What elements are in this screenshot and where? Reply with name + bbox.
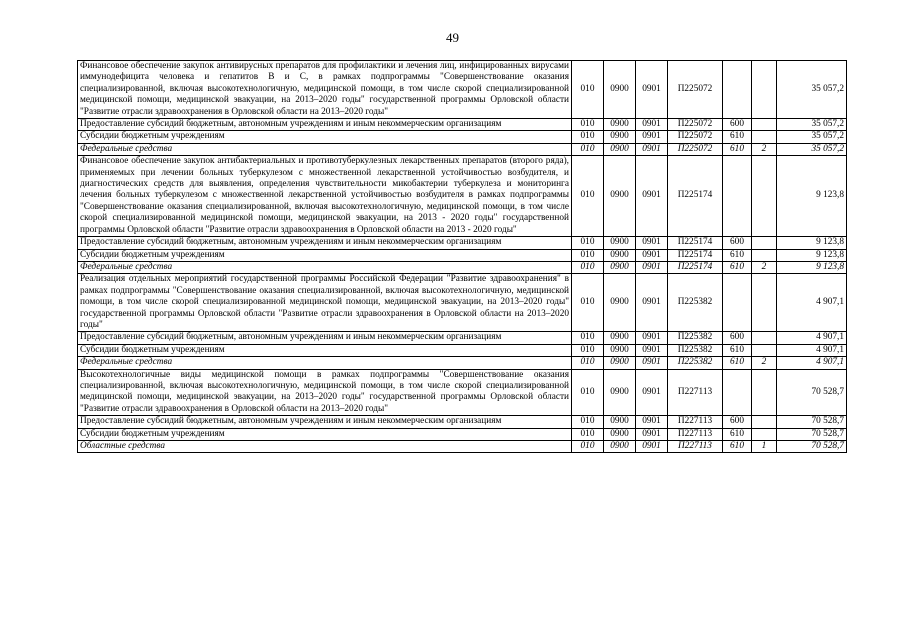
expense-type-cell: 600 bbox=[723, 237, 752, 249]
subsection-code-cell: 0901 bbox=[636, 249, 668, 261]
grbs-code-cell: 010 bbox=[572, 332, 604, 344]
section-code-cell: 0900 bbox=[604, 237, 636, 249]
funding-source-cell: 2 bbox=[752, 143, 777, 155]
amount-cell: 70 528,7 bbox=[777, 369, 847, 416]
section-code-cell: 0900 bbox=[604, 416, 636, 428]
target-article-cell: П225072 bbox=[668, 143, 723, 155]
grbs-code-cell: 010 bbox=[572, 237, 604, 249]
amount-cell: 70 528,7 bbox=[777, 441, 847, 453]
grbs-code-cell: 010 bbox=[572, 416, 604, 428]
funding-source-cell bbox=[752, 369, 777, 416]
table-row bbox=[78, 237, 847, 249]
expense-type-cell: 610 bbox=[723, 261, 752, 273]
funding-source-cell bbox=[752, 274, 777, 332]
expense-type-cell: 610 bbox=[723, 131, 752, 143]
table-row bbox=[78, 416, 847, 428]
table-row bbox=[78, 428, 847, 440]
target-article-cell: П225382 bbox=[668, 274, 723, 332]
table-row bbox=[78, 357, 847, 369]
budget-table bbox=[77, 60, 847, 453]
section-code-cell: 0900 bbox=[604, 344, 636, 356]
funding-source-cell bbox=[752, 237, 777, 249]
description-cell: Субсидии бюджетным учреждениям bbox=[78, 428, 572, 440]
expense-type-cell bbox=[723, 369, 752, 416]
amount-cell: 4 907,1 bbox=[777, 332, 847, 344]
funding-source-cell bbox=[752, 428, 777, 440]
expense-type-cell: 600 bbox=[723, 332, 752, 344]
table-row bbox=[78, 369, 847, 416]
grbs-code-cell: 010 bbox=[572, 143, 604, 155]
description-cell: Федеральные средства bbox=[78, 357, 572, 369]
amount-cell: 9 123,8 bbox=[777, 261, 847, 273]
amount-cell: 9 123,8 bbox=[777, 249, 847, 261]
expense-type-cell: 610 bbox=[723, 344, 752, 356]
target-article-cell: П225174 bbox=[668, 156, 723, 237]
expense-type-cell: 610 bbox=[723, 441, 752, 453]
funding-source-cell bbox=[752, 249, 777, 261]
table-row bbox=[78, 249, 847, 261]
subsection-code-cell: 0901 bbox=[636, 156, 668, 237]
target-article-cell: П227113 bbox=[668, 441, 723, 453]
subsection-code-cell: 0901 bbox=[636, 119, 668, 131]
page-number: 49 bbox=[446, 30, 459, 45]
funding-source-cell bbox=[752, 156, 777, 237]
grbs-code-cell: 010 bbox=[572, 441, 604, 453]
amount-cell: 70 528,7 bbox=[777, 416, 847, 428]
table-row bbox=[78, 131, 847, 143]
subsection-code-cell: 0901 bbox=[636, 274, 668, 332]
description-cell: Финансовое обеспечение закупок антивирусных препаратов для профилактики и лечения лиц, инфицированных вирусами иммунодефицита человека и гепатитов В и С, в рамках подпрограммы "Совершенствование оказания специализированной, включая высокотехнологичную, медицинской помощи, в том числе скорой специализированной медицинской помощи, медицинской эвакуации, на 2013–2020 годы" государственной программы Орловской области "Развитие отрасли здравоохранения в Орловской области на 2013–2020 годы" bbox=[78, 61, 572, 119]
table-row bbox=[78, 119, 847, 131]
subsection-code-cell: 0901 bbox=[636, 357, 668, 369]
funding-source-cell: 1 bbox=[752, 441, 777, 453]
amount-cell: 9 123,8 bbox=[777, 237, 847, 249]
grbs-code-cell: 010 bbox=[572, 156, 604, 237]
section-code-cell: 0900 bbox=[604, 143, 636, 155]
table-row bbox=[78, 61, 847, 119]
target-article-cell: П225174 bbox=[668, 261, 723, 273]
subsection-code-cell: 0901 bbox=[636, 441, 668, 453]
subsection-code-cell: 0901 bbox=[636, 332, 668, 344]
description-cell: Предоставление субсидий бюджетным, автономным учреждениям и иным некоммерческим организациям bbox=[78, 332, 572, 344]
target-article-cell: П225072 bbox=[668, 131, 723, 143]
description-cell: Федеральные средства bbox=[78, 261, 572, 273]
section-code-cell: 0900 bbox=[604, 274, 636, 332]
grbs-code-cell: 010 bbox=[572, 357, 604, 369]
table-row bbox=[78, 156, 847, 237]
section-code-cell: 0900 bbox=[604, 131, 636, 143]
amount-cell: 9 123,8 bbox=[777, 156, 847, 237]
description-cell: Предоставление субсидий бюджетным, автономным учреждениям и иным некоммерческим организациям bbox=[78, 237, 572, 249]
table-row bbox=[78, 143, 847, 155]
description-cell: Предоставление субсидий бюджетным, автономным учреждениям и иным некоммерческим организациям bbox=[78, 416, 572, 428]
expense-type-cell: 610 bbox=[723, 428, 752, 440]
funding-source-cell bbox=[752, 344, 777, 356]
section-code-cell: 0900 bbox=[604, 441, 636, 453]
expense-type-cell bbox=[723, 274, 752, 332]
expense-type-cell: 600 bbox=[723, 119, 752, 131]
subsection-code-cell: 0901 bbox=[636, 344, 668, 356]
funding-source-cell bbox=[752, 131, 777, 143]
section-code-cell: 0900 bbox=[604, 428, 636, 440]
target-article-cell: П225382 bbox=[668, 357, 723, 369]
target-article-cell: П227113 bbox=[668, 428, 723, 440]
description-cell: Субсидии бюджетным учреждениям bbox=[78, 344, 572, 356]
section-code-cell: 0900 bbox=[604, 156, 636, 237]
description-cell: Реализация отдельных мероприятий государственной программы Российской Федерации "Развитие здравоохранения" в рамках подпрограммы "Совершенствование оказания специализированной, включая высокотехнологичную, медицинской помощи, в том числе скорой специализированной медицинской помощи, медицинской эвакуации, на 2013–2020 годы" государственной программы Орловской области "Развитие отрасли здравоохранения в Орловской области на 2013–2020 годы" bbox=[78, 274, 572, 332]
target-article-cell: П225174 bbox=[668, 237, 723, 249]
subsection-code-cell: 0901 bbox=[636, 131, 668, 143]
target-article-cell: П227113 bbox=[668, 369, 723, 416]
subsection-code-cell: 0901 bbox=[636, 61, 668, 119]
funding-source-cell bbox=[752, 332, 777, 344]
table-row bbox=[78, 344, 847, 356]
section-code-cell: 0900 bbox=[604, 369, 636, 416]
target-article-cell: П225382 bbox=[668, 344, 723, 356]
target-article-cell: П227113 bbox=[668, 416, 723, 428]
funding-source-cell bbox=[752, 119, 777, 131]
description-cell: Субсидии бюджетным учреждениям bbox=[78, 249, 572, 261]
table-row bbox=[78, 441, 847, 453]
section-code-cell: 0900 bbox=[604, 61, 636, 119]
grbs-code-cell: 010 bbox=[572, 344, 604, 356]
expense-type-cell bbox=[723, 156, 752, 237]
grbs-code-cell: 010 bbox=[572, 249, 604, 261]
funding-source-cell bbox=[752, 61, 777, 119]
description-cell: Субсидии бюджетным учреждениям bbox=[78, 131, 572, 143]
table-row bbox=[78, 274, 847, 332]
amount-cell: 35 057,2 bbox=[777, 131, 847, 143]
target-article-cell: П225382 bbox=[668, 332, 723, 344]
expense-type-cell: 610 bbox=[723, 143, 752, 155]
subsection-code-cell: 0901 bbox=[636, 261, 668, 273]
amount-cell: 4 907,1 bbox=[777, 357, 847, 369]
grbs-code-cell: 010 bbox=[572, 369, 604, 416]
amount-cell: 35 057,2 bbox=[777, 61, 847, 119]
grbs-code-cell: 010 bbox=[572, 119, 604, 131]
description-cell: Предоставление субсидий бюджетным, автономным учреждениям и иным некоммерческим организациям bbox=[78, 119, 572, 131]
subsection-code-cell: 0901 bbox=[636, 416, 668, 428]
description-cell: Областные средства bbox=[78, 441, 572, 453]
grbs-code-cell: 010 bbox=[572, 261, 604, 273]
description-cell: Высокотехнологичные виды медицинской помощи в рамках подпрограммы "Совершенствование оказания специализированной, включая высокотехнологичную, медицинской помощи, в том числе скорой специализированной медицинской помощи, медицинской эвакуации, на 2013–2020 годы" государственной программы Орловской области "Развитие отрасли здравоохранения в Орловской области на 2013–2020 годы" bbox=[78, 369, 572, 416]
subsection-code-cell: 0901 bbox=[636, 428, 668, 440]
section-code-cell: 0900 bbox=[604, 357, 636, 369]
table-row bbox=[78, 261, 847, 273]
section-code-cell: 0900 bbox=[604, 332, 636, 344]
table-row bbox=[78, 332, 847, 344]
funding-source-cell: 2 bbox=[752, 261, 777, 273]
amount-cell: 4 907,1 bbox=[777, 274, 847, 332]
funding-source-cell bbox=[752, 416, 777, 428]
target-article-cell: П225174 bbox=[668, 249, 723, 261]
grbs-code-cell: 010 bbox=[572, 428, 604, 440]
grbs-code-cell: 010 bbox=[572, 274, 604, 332]
target-article-cell: П225072 bbox=[668, 119, 723, 131]
section-code-cell: 0900 bbox=[604, 261, 636, 273]
expense-type-cell: 610 bbox=[723, 357, 752, 369]
subsection-code-cell: 0901 bbox=[636, 237, 668, 249]
expense-type-cell bbox=[723, 61, 752, 119]
description-cell: Федеральные средства bbox=[78, 143, 572, 155]
section-code-cell: 0900 bbox=[604, 119, 636, 131]
description-cell: Финансовое обеспечение закупок антибактериальных и противотуберкулезных лекарственных препаратов (второго ряда), применяемых при лечении больных туберкулезом с множественной лекарственной устойчивостью возбудителя, и диагностических средств для выявления, определения чувствительности микобактерии туберкулеза и мониторинга лечения больных туберкулезом с множественной лекарственной устойчивостью возбудителя в рамках подпрограммы "Совершенствование оказания специализированной, включая высокотехнологичную, медицинской помощи, в том числе скорой специализированной медицинской помощи, медицинской эвакуации, на 2013 - 2020 годы" государственной программы Орловской области "Развитие отрасли здравоохранения в Орловской области на 2013 - 2020 годы" bbox=[78, 156, 572, 237]
target-article-cell: П225072 bbox=[668, 61, 723, 119]
amount-cell: 35 057,2 bbox=[777, 143, 847, 155]
subsection-code-cell: 0901 bbox=[636, 143, 668, 155]
grbs-code-cell: 010 bbox=[572, 61, 604, 119]
expense-type-cell: 600 bbox=[723, 416, 752, 428]
section-code-cell: 0900 bbox=[604, 249, 636, 261]
amount-cell: 35 057,2 bbox=[777, 119, 847, 131]
subsection-code-cell: 0901 bbox=[636, 369, 668, 416]
funding-source-cell: 2 bbox=[752, 357, 777, 369]
amount-cell: 70 528,7 bbox=[777, 428, 847, 440]
table-body bbox=[78, 61, 847, 453]
grbs-code-cell: 010 bbox=[572, 131, 604, 143]
amount-cell: 4 907,1 bbox=[777, 344, 847, 356]
expense-type-cell: 610 bbox=[723, 249, 752, 261]
